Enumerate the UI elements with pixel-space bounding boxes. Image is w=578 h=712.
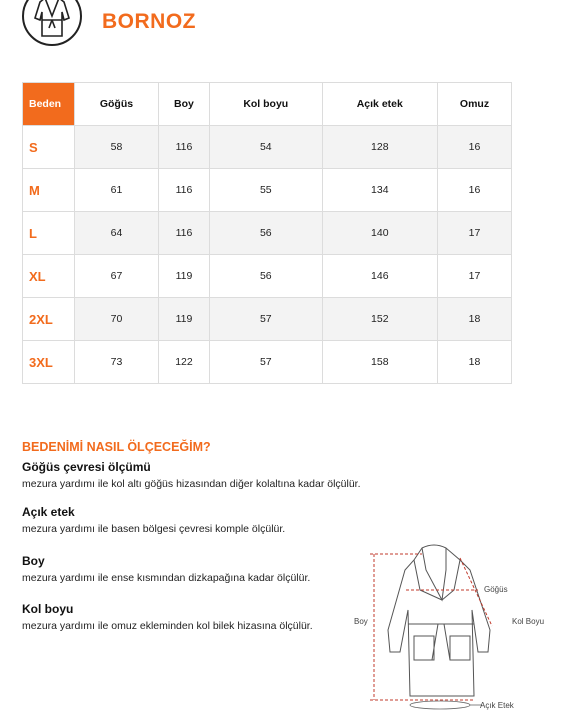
size-cell: S <box>23 126 75 169</box>
table-row <box>23 255 512 298</box>
table-cell: 134 <box>322 169 437 212</box>
table-row <box>23 298 512 341</box>
table-cell: 56 <box>210 255 323 298</box>
table-cell: 55 <box>210 169 323 212</box>
guide-section-text: mezura yardımı ile basen bölgesi çevresi komple ölçülür. <box>22 523 286 535</box>
table-cell: 116 <box>158 126 209 169</box>
table-cell: 116 <box>158 169 209 212</box>
diagram-labels <box>354 585 544 710</box>
guide-section-title: Boy <box>22 554 45 568</box>
tape-measure <box>410 701 482 709</box>
table-cell: 16 <box>438 169 512 212</box>
column-header: Kol boyu <box>210 83 323 126</box>
table-cell: 57 <box>210 341 323 384</box>
table-cell: 140 <box>322 212 437 255</box>
table-row <box>23 126 512 169</box>
size-table <box>22 82 512 384</box>
column-header: Açık etek <box>322 83 437 126</box>
table-cell: 16 <box>438 126 512 169</box>
guide-section-title: Kol boyu <box>22 602 74 616</box>
table-header-row <box>23 83 512 126</box>
table-row <box>23 212 512 255</box>
page-title: BORNOZ <box>102 10 196 33</box>
bathrobe-measurement-diagram <box>350 540 560 712</box>
table-cell: 119 <box>158 255 209 298</box>
column-header: Beden <box>23 83 75 126</box>
guide-section-text: mezura yardımı ile kol altı göğüs hizasından diğer kolaltına kadar ölçülür. <box>22 478 361 490</box>
column-header: Göğüs <box>75 83 159 126</box>
column-header: Omuz <box>438 83 512 126</box>
table-row <box>23 169 512 212</box>
table-cell: 73 <box>75 341 159 384</box>
table-cell: 158 <box>322 341 437 384</box>
table-cell: 56 <box>210 212 323 255</box>
bathrobe-logo <box>22 0 82 46</box>
hem-label: Açık Etek <box>480 701 514 710</box>
table-cell: 116 <box>158 212 209 255</box>
table-cell: 146 <box>322 255 437 298</box>
table-cell: 54 <box>210 126 323 169</box>
table-cell: 64 <box>75 212 159 255</box>
table-cell: 152 <box>322 298 437 341</box>
table-cell: 17 <box>438 212 512 255</box>
table-cell: 128 <box>322 126 437 169</box>
sleeve-length-label: Kol Boyu <box>512 617 545 626</box>
guide-section-text: mezura yardımı ile omuz ekleminden kol bilek hizasına ölçülür. <box>22 620 313 632</box>
length-label: Boy <box>354 617 368 626</box>
table-cell: 122 <box>158 341 209 384</box>
table-cell: 18 <box>438 341 512 384</box>
chest-label: Göğüs <box>484 585 508 594</box>
table-cell: 58 <box>75 126 159 169</box>
table-cell: 67 <box>75 255 159 298</box>
bathrobe-icon <box>32 0 72 38</box>
guide-section-title: Açık etek <box>22 505 75 519</box>
bathrobe-outline <box>388 545 490 696</box>
guide-section-text: mezura yardımı ile ense kısmından dizkapağına kadar ölçülür. <box>22 572 311 584</box>
table-cell: 119 <box>158 298 209 341</box>
guide-section-title: Göğüs çevresi ölçümü <box>22 460 151 474</box>
table-cell: 70 <box>75 298 159 341</box>
table-cell: 17 <box>438 255 512 298</box>
column-header: Boy <box>158 83 209 126</box>
size-cell: M <box>23 169 75 212</box>
table-row <box>23 341 512 384</box>
measure-guide-heading: BEDENİMİ NASIL ÖLÇECEĞİM? <box>22 440 211 454</box>
size-cell: 2XL <box>23 298 75 341</box>
size-cell: L <box>23 212 75 255</box>
table-cell: 61 <box>75 169 159 212</box>
table-cell: 18 <box>438 298 512 341</box>
table-cell: 57 <box>210 298 323 341</box>
size-cell: 3XL <box>23 341 75 384</box>
size-cell: XL <box>23 255 75 298</box>
